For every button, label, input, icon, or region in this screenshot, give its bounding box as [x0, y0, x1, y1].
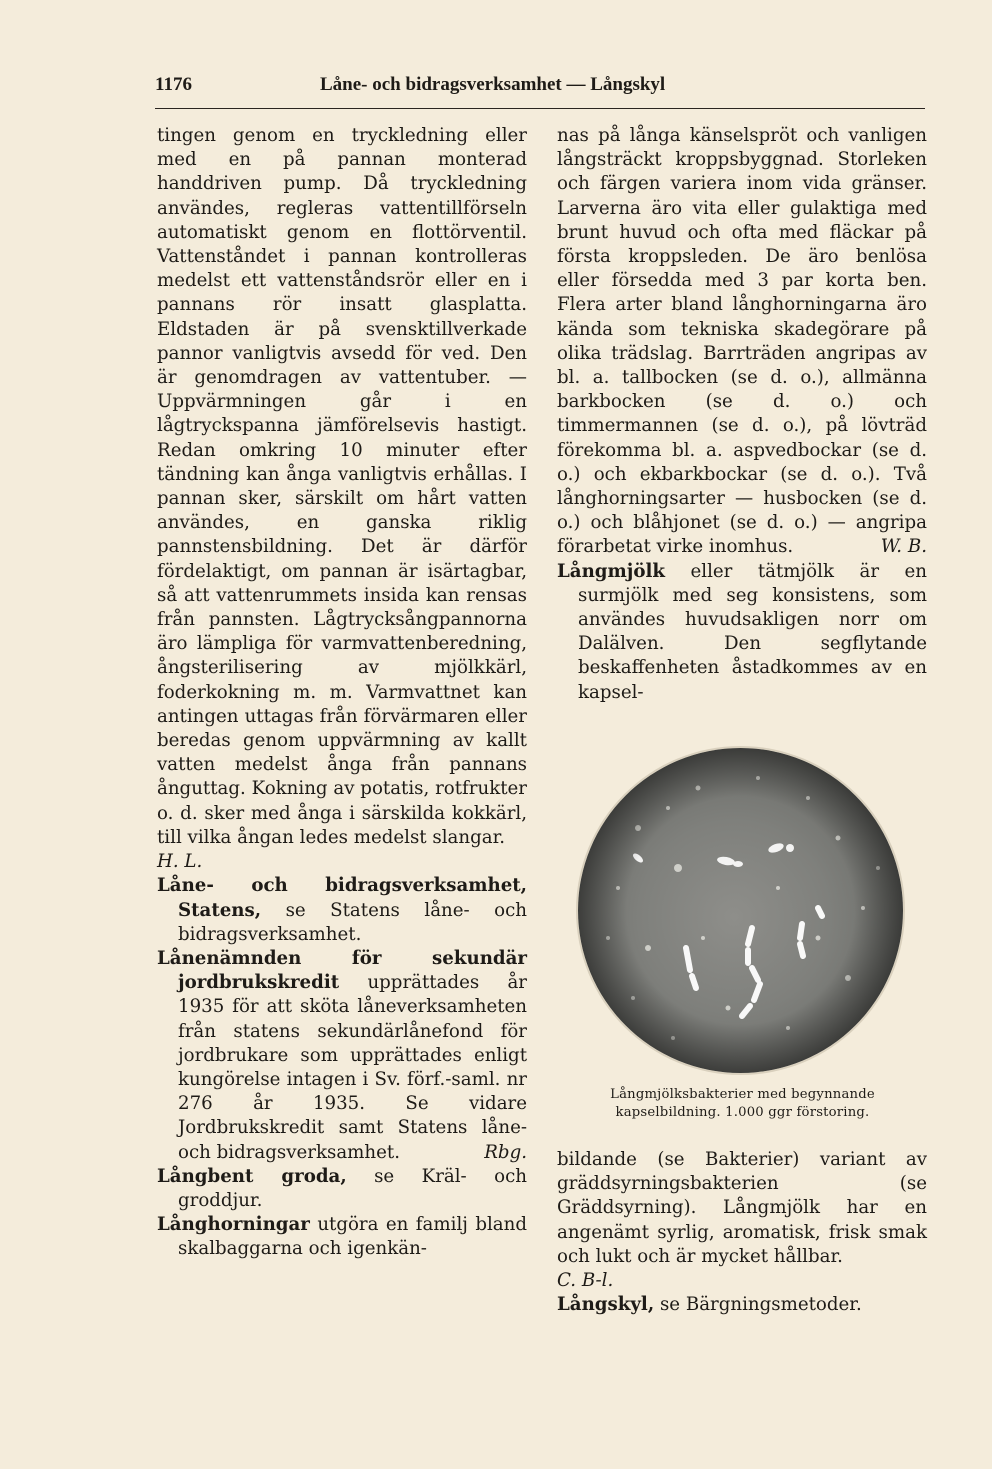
- micrograph-bacteria-icon: [578, 748, 903, 1073]
- author-signature: W. B.: [880, 536, 927, 558]
- entry-text: se Kräl- och groddjur.: [178, 1165, 527, 1211]
- author-signature: Rbg.: [484, 1141, 527, 1163]
- author-signature: H. L.: [157, 851, 203, 873]
- entry-lane-och-bidrag: [157, 874, 527, 947]
- page-header: [155, 74, 925, 98]
- author-signature: C. B-l.: [557, 1270, 614, 1292]
- entry-langhorningar: [157, 1213, 527, 1261]
- figure-caption: Långmjölksbakterier med begynnande kapselbildning. 1.000 ggr förstoring.: [610, 1087, 875, 1120]
- entry-lanenamnden: [157, 947, 527, 1165]
- entry-text: se Bärgningsmetoder.: [654, 1294, 862, 1316]
- running-title: Låne- och bidragsverksamhet — Långskyl: [320, 74, 666, 95]
- paragraph-continuation: [557, 124, 927, 560]
- paragraph-continuation: tingen genom en tryckledning eller med en på pannan monterad handdriven pump. Då tryckledning användes, regleras vattentillförseln automatiskt genom en flottörventil. Vattenståndet i pannan kontrolleras medelst ett vattenståndsrör eller en i pannans rör insatt glasplatta. Eldstaden är på svensktillverkade pannor vanligtvis avsedd för ved. Den är genomdragen av vattentuber. — Uppvärmningen går i en lågtryckspanna jämförelsevis hastigt. Redan omkring 10 minuter efter tändning kan ånga vanligtvis erhållas. I pannan sker, särskilt om hårt vatten användes, en ganska riklig pannstensbildning. Det är därför fördelaktigt, om pannan är isärtagbar, så att vattenrummets insida kan rensas från pannsten. Lågtrycksångpannorna äro lämpliga för varmvattenberedning, ångsterilisering av mjölkkärl, foderkokning m. m. Varmvattnet kan antingen uttagas från förvärmaren eller beredas genom uppvärmning av kallt vatten medelst ånga från pannans ånguttag. Kokning av potatis, rotfrukter o. d. sker med ånga i särskilda kokkärl, till vilka ångan ledes medelst slangar.: [157, 125, 527, 848]
- right-column-bottom: [557, 1148, 927, 1317]
- entry-langskyl: [557, 1293, 927, 1317]
- entry-langmjolk: [557, 560, 927, 705]
- micrograph-figure: [578, 748, 903, 1073]
- entry-langbent-groda: [157, 1165, 527, 1213]
- entry-headword: Långskyl,: [557, 1294, 655, 1316]
- entry-headword: Långhorningar: [157, 1214, 310, 1236]
- entry-text: eller tätmjölk är en surmjölk med seg konsistens, som användes huvudsakligen norr om Dalälven. Den segflytande beskaffenheten åstadkommes av en kapsel-: [578, 560, 927, 703]
- page-number: 1176: [155, 74, 192, 95]
- left-column: [157, 124, 527, 1262]
- paragraph-continuation: bildande (se Bakterier) variant av gräddsyrningsbakterien (se Gräddsyrning). Långmjölk har en angenämt syrlig, aromatisk, frisk smak och lukt och är mycket hållbar.: [557, 1149, 927, 1267]
- entry-text: upprättades år 1935 för att sköta låneverksamheten från statens sekundärlånefond för jordbrukare som upprättades enligt kungörelse intagen i Sv. förf.-saml. nr 276 år 1935. Se vidare Jordbrukskredit samt Statens låne- och bidragsverksamhet.: [178, 972, 527, 1163]
- entry-headword: Långbent groda,: [157, 1165, 347, 1187]
- paragraph-text: nas på långa känselspröt och vanligen långsträckt kroppsbyggnad. Storleken och färgen variera inom vida gränser. Larverna äro vita eller gulaktiga med brunt huvud och ofta med fläckar på första kroppsleden. De äro benlösa eller försedda med 3 par korta ben. Flera arter bland långhorningarna äro kända som tekniska skadegörare på olika trädslag. Barrträden angripas av bl. a. tallbocken (se d. o.), allmänna barkbocken (se d. o.) och timmermannen (se d. o.), på lövträd förekomma bl. a. aspvedbockar (se d. o.) och ekbarkbockar (se d. o.). Två långhorningsarter — husbocken (se d. o.) och blåhjonet (se d. o.) — angripa förarbetat virke inomhus.: [557, 125, 927, 558]
- right-column: [557, 124, 927, 705]
- entry-text: se Statens låne- och bidragsverksamhet.: [178, 899, 527, 945]
- entry-headword: Lånenämnden för sekundär jordbrukskredit: [157, 947, 527, 994]
- entry-headword: Långmjölk: [557, 560, 665, 582]
- entry-text: utgöra en familj bland skalbaggarna och igenkän-: [178, 1214, 527, 1260]
- header-rule: [155, 108, 925, 109]
- entry-headword: Låne- och bidragsverksamhet, Statens,: [157, 875, 527, 921]
